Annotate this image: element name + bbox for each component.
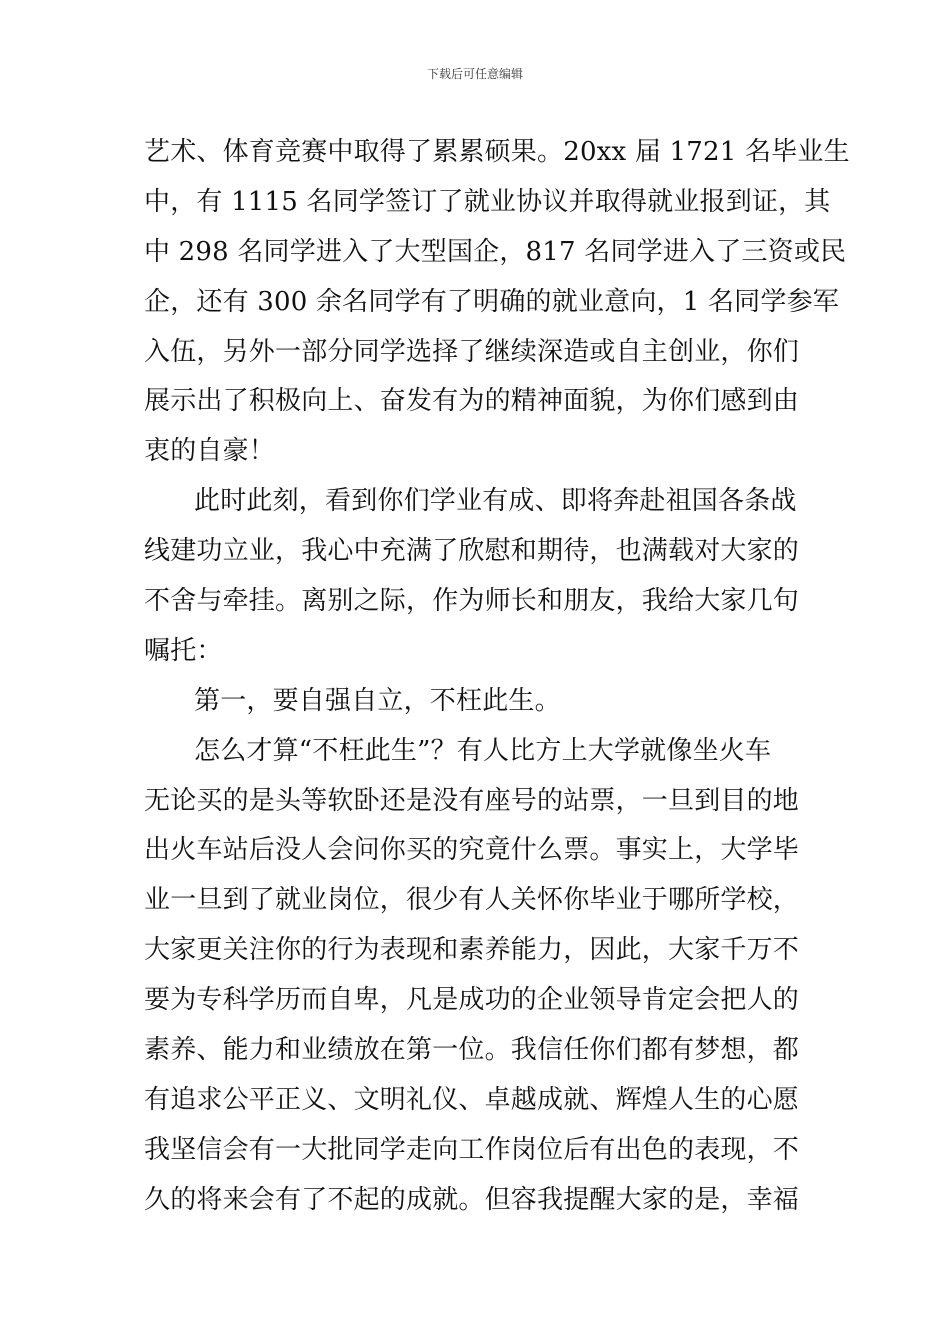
text-line: 要为专科学历而自卑，凡是成功的企业领导肯定会把人的 [144,985,800,1016]
text-line: 艺术、体育竞赛中取得了累累硕果。20xx 届 1721 名毕业生 [144,137,850,167]
text-line: 此时此刻，看到你们学业有成、即将奔赴祖国各条战 [194,486,797,517]
text-line: 入伍，另外一部分同学选择了继续深造或自主创业，你们 [144,336,800,367]
text-line: 中 298 名同学进入了大型国企，817 名同学进入了三资或民 [144,236,847,267]
document-body [144,128,850,1226]
text-line: 衷的自豪！ [144,436,276,467]
text-line: 有追求公平正义、文明礼仪、卓越成就、辉煌人生的心愿 [144,1084,800,1115]
text-line: 大家更关注你的行为表现和素养能力，因此，大家千万不 [144,935,800,966]
text-line: 中，有 1115 名同学签订了就业协议并取得就业报到证，其 [144,186,831,217]
text-line: 线建功立业，我心中充满了欣慰和期待，也满载对大家的 [144,536,800,567]
text-line: 我坚信会有一大批同学走向工作岗位后有出色的表现，不 [144,1134,800,1165]
text-line: 怎么才算“不枉此生”？有人比方上大学就像坐火车 [194,735,772,766]
text-line: 企，还有 300 余名同学有了明确的就业意向，1 名同学参军 [144,286,839,317]
text-line: 展示出了积极向上、奋发有为的精神面貌，为你们感到由 [144,386,800,417]
text-line: 无论买的是头等软卧还是没有座号的站票，一旦到目的地 [144,785,800,816]
text-line: 久的将来会有了不起的成就。但容我提醒大家的是，幸福 [144,1184,800,1215]
text-line: 第一，要自强自立，不枉此生。 [194,685,561,716]
text-line: 不舍与牵挂。离别之际，作为师长和朋友，我给大家几句 [144,586,800,617]
text-line: 素养、能力和业绩放在第一位。我信任你们都有梦想，都 [144,1035,800,1066]
page-header: 下载后可任意编辑 [426,67,523,81]
text-line: 业一旦到了就业岗位，很少有人关怀你毕业于哪所学校， [144,885,800,916]
text-line: 出火车站后没人会问你买的究竟什么票。事实上，大学毕 [144,835,800,866]
text-line: 嘱托： [144,635,223,666]
